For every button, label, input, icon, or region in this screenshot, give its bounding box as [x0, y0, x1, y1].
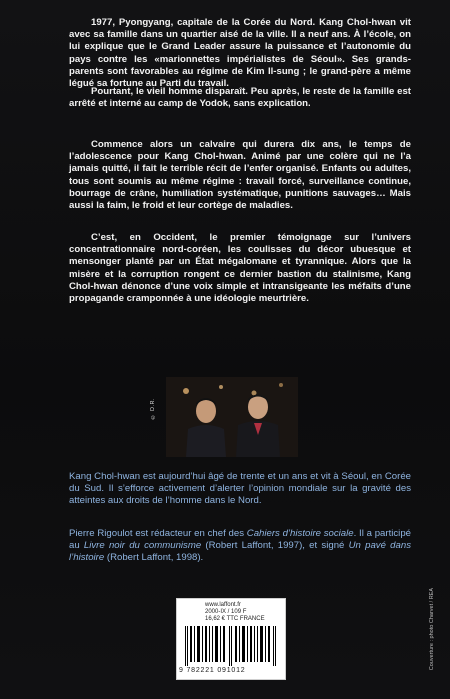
- author-photo-illustration: [166, 377, 298, 457]
- synopsis-paragraph-1: 1977, Pyongyang, capitale de la Corée du Nord. Kang Chol-hwan vit avec sa famille dans un quartier aisé de la ville. Il a neuf ans. À l’école, on lui explique que le Grand Leader assure la puissance et l’autonomie du pays contre les «marionnettes impérialistes de Séoul». Ses grands-parents sont favorables au régime de Kim Il-sung ; le grand-père a même légué sa fortune au Parti du travail.: [69, 17, 411, 90]
- synopsis-paragraph-4: C’est, en Occident, le premier témoignage sur l’univers concentrationnaire nord-coréen, les coulisses du décor ubuesque et mensonger planté par un État mégalomane et tyrannique. Alors que la misère et la corruption rongent ce dernier bastion du stalinisme, Kang Chol-hwan dénonce d’une voix simple et intransigeante les méfaits d’une propagande cramponnée à une idéologie meurtrière.: [69, 232, 411, 305]
- rigoulot-title-pave: Un pavé dans l’histoire: [69, 540, 411, 564]
- publisher-url: www.laffont.fr: [205, 602, 241, 608]
- author-bio-kang: Kang Chol-hwan est aujourd’hui âgé de trente et un ans et vit à Séoul, en Corée du Sud. Il s’efforce activement d’alerter l’opinion mondiale sur la gravité des atteintes aux droits de l’homme dans le Nord.: [69, 471, 411, 507]
- synopsis-paragraph-3: Commence alors un calvaire qui durera dix ans, le temps de l’adolescence pour Kang Chol-hwan. Animé par une colère qui ne l’a jamais quitté, il fait le terrible récit de l’enfer organisé. Enfants ou adultes, tous sont soumis au même régime : travail forcé, surveillance continue, bourrage de crâne, humiliation systématique, punitions sauvages… Mais aussi la faim, le froid et leur cortège de maladies.: [69, 139, 411, 212]
- rigoulot-text-3: (Robert Laffont, 1997), et signé: [201, 540, 349, 552]
- author-bio-rigoulot: [69, 528, 411, 565]
- rigoulot-title-cahiers: Cahiers d’histoire sociale: [246, 528, 354, 539]
- photo-credit: © D.R.: [150, 398, 156, 420]
- barcode-label: [176, 598, 286, 680]
- rigoulot-text-2: . Il a participé au: [69, 528, 411, 552]
- author-photo: [166, 377, 298, 457]
- rigoulot-text-4: (Robert Laffont, 1998).: [104, 552, 204, 564]
- rigoulot-text-1: Pierre Rigoulot est rédacteur en chef des: [69, 528, 247, 539]
- rigoulot-title-livre-noir: Livre noir du communisme: [83, 540, 202, 552]
- catalog-code: 2000-IX / 109 F: [205, 609, 247, 615]
- synopsis-paragraph-2: Pourtant, le vieil homme disparaît. Peu après, le reste de la famille est arrêté et interné au camp de Yodok, sans explication.: [69, 86, 411, 110]
- isbn-digits: 9 782221 091012: [179, 667, 246, 674]
- barcode-bars: [183, 626, 279, 666]
- price: 16,62 € TTC FRANCE: [205, 616, 265, 622]
- cover-credit: Couverture : photo Charvet / REA: [429, 588, 435, 671]
